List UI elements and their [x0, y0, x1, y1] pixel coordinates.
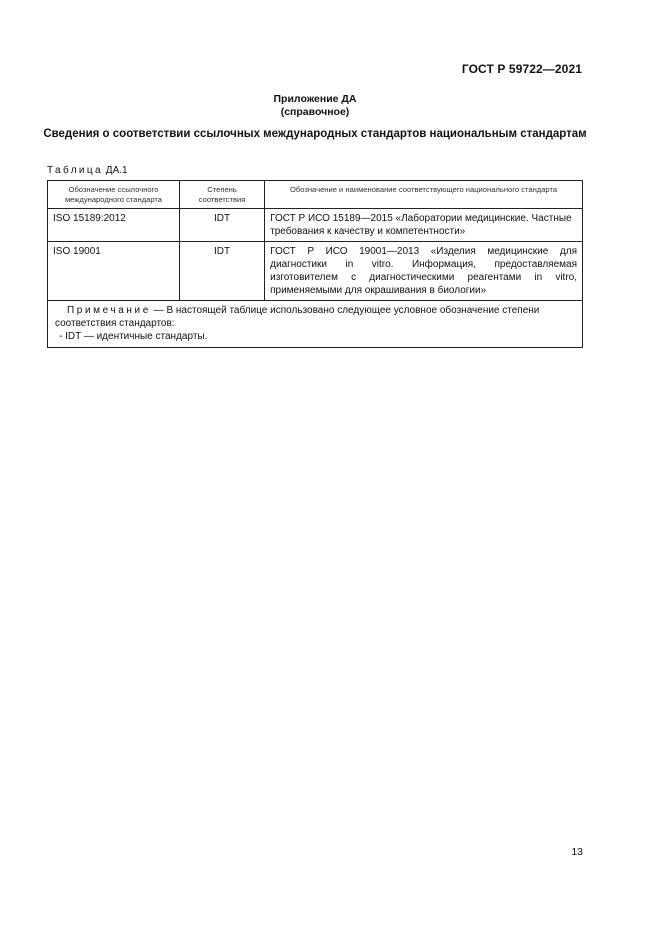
cell-national-standard: ГОСТ Р ИСО 15189—2015 «Лаборатории медицинские. Частные требования к качеству и компетентности»: [265, 209, 583, 242]
note-text-block: [55, 304, 575, 330]
note-item: - IDT — идентичные стандарты.: [59, 331, 208, 342]
table-caption-label: Таблица: [47, 165, 104, 176]
cell-national-standard: ГОСТ Р ИСО 19001—2013 «Изделия медицинские для диагностики in vitro. Информация, предоставляемая изготовителем с диагностическими реагентами in vitro, применяемыми для окрашивания в биологии»: [265, 242, 583, 301]
cell-degree: IDT: [180, 209, 265, 242]
table-header-row: [48, 181, 583, 209]
table-caption-id: ДА.1: [105, 165, 128, 176]
page-number: 13: [571, 846, 583, 858]
section-heading: Сведения о соответствии ссылочных международных стандартов национальным стандартам: [43, 128, 587, 140]
table-caption: [47, 165, 128, 176]
note-label: Примечание: [67, 305, 151, 316]
annex-title-block: [0, 93, 630, 119]
annex-title: Приложение ДА: [273, 93, 357, 105]
table-note-row: [48, 301, 583, 348]
annex-subtitle: (справочное): [280, 106, 350, 118]
table-row: [48, 242, 583, 301]
header-national-standard: Обозначение и наименование соответствующего национального стандарта: [265, 181, 583, 209]
note-text: — В настоящей таблице использовано следующее условное обозначение степени соответствия стандартов:: [55, 305, 540, 329]
cell-intl-standard: ISO 19001: [48, 242, 180, 301]
table-note: [48, 301, 583, 348]
document-code: ГОСТ Р 59722—2021: [461, 62, 582, 76]
header-degree: Степень соответствия: [180, 181, 265, 209]
cell-intl-standard: ISO 15189:2012: [48, 209, 180, 242]
compliance-table: [47, 180, 583, 348]
cell-degree: IDT: [180, 242, 265, 301]
header-intl-standard: Обозначение ссылочного международного стандарта: [48, 181, 180, 209]
table-row: [48, 209, 583, 242]
